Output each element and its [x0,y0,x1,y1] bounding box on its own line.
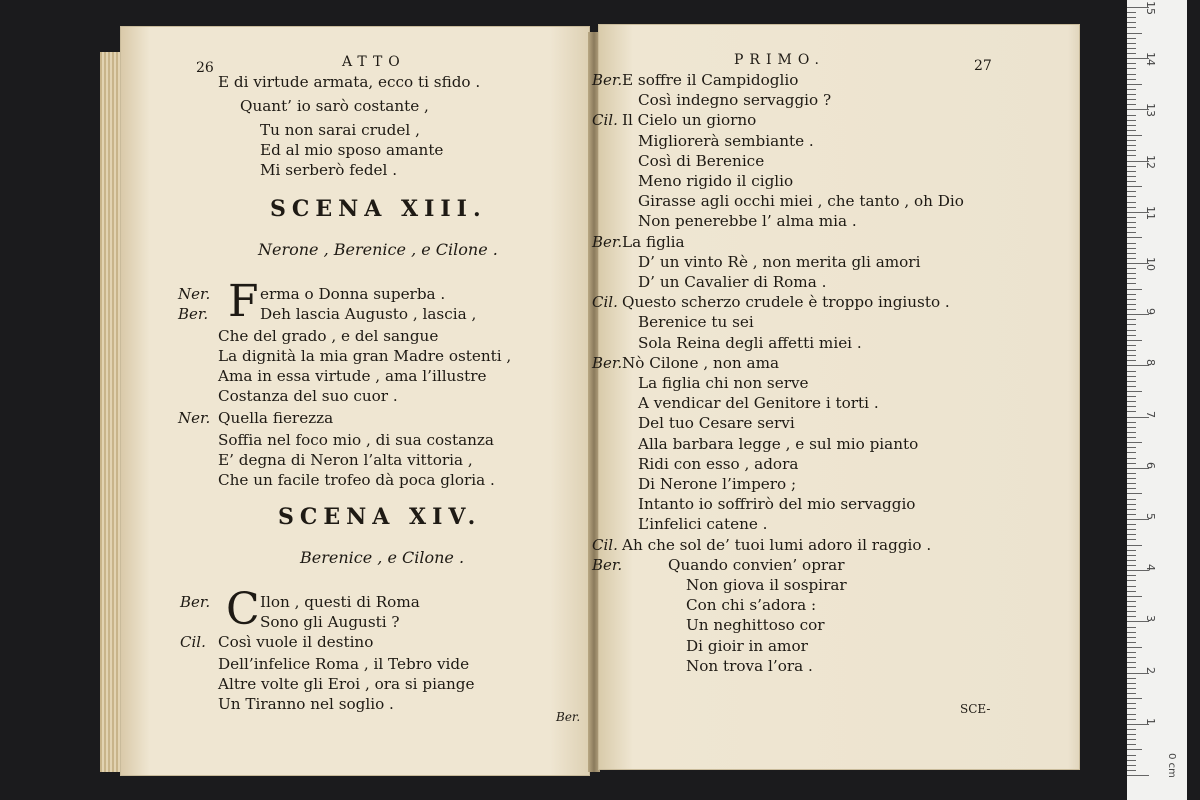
ruler-tick [1127,509,1136,510]
ruler-tick [1127,299,1136,300]
verse-line: Di Nerone l’impero ; [638,475,797,493]
ruler-tick [1127,647,1142,648]
speaker-label: Ber. [180,593,211,611]
ruler-tick [1127,355,1136,356]
ruler-tick [1127,504,1136,505]
ruler-tick [1127,714,1136,715]
verse-line: erma o Donna superba . [260,285,446,303]
ruler-number: 8 [1144,359,1157,367]
ruler-tick [1127,473,1136,474]
ruler-tick [1127,68,1136,69]
ruler-number: 9 [1144,308,1157,316]
verse-line: Dell’infelice Roma , il Tebro vide [218,655,470,673]
ruler-number: 12 [1144,154,1157,169]
right-page-number: 27 [974,58,992,74]
ruler-tick [1127,191,1136,192]
ruler-tick [1127,243,1136,244]
speaker-label: Ber. [178,305,209,323]
ruler-tick [1127,140,1136,141]
right-running-head: PRIMO. [734,52,825,68]
ruler-tick [1127,166,1136,167]
verse-line: Altre volte gli Eroi , ora si piange [218,675,475,693]
ruler-tick [1127,749,1142,750]
ruler-tick [1127,145,1136,146]
ruler-tick [1127,104,1136,105]
drop-capital: C [226,584,260,635]
ruler-tick [1127,524,1136,525]
verse-line: Girasse agli occhi miei , che tanto , oh Dio [638,192,964,211]
ruler-tick [1127,63,1136,64]
catchword: Ber. [556,710,581,724]
ruler-tick [1127,84,1142,85]
verse-line: Così di Berenice [638,151,765,170]
verse-line: Che un facile trofeo dà poca gloria . [218,471,495,489]
ruler-number: 10 [1144,257,1157,271]
ruler-tick [1127,27,1136,28]
ruler-tick [1127,688,1136,689]
ruler-tick [1127,760,1136,761]
ruler-tick [1127,319,1136,320]
ruler-tick [1127,411,1136,412]
verse-line: Ed al mio sposo amante [260,141,444,159]
verse-line: La dignità la mia gran Madre ostenti , [218,347,512,365]
verse-line: Migliorerà sembiante . [638,131,814,150]
speaker-label: Cil. [180,633,206,651]
left-page [120,26,590,776]
ruler-tick [1127,89,1136,90]
ruler-tick [1127,335,1136,336]
page-edges [100,52,122,772]
ruler-tick [1127,642,1136,643]
ruler-tick [1127,442,1142,443]
ruler-tick [1127,406,1136,407]
ruler-tick [1127,458,1136,459]
ruler-tick [1127,493,1142,494]
verse-line: Tu non sarai crudel , [260,121,420,139]
ruler-tick [1127,345,1136,346]
ruler-tick [1127,324,1136,325]
ruler-tick [1127,391,1142,392]
ruler-tick [1127,719,1136,720]
verse-line: Quant’ io sarò costante , [240,97,429,115]
ruler-tick [1127,770,1136,771]
ruler-tick [1127,765,1136,766]
ruler-tick [1127,48,1136,49]
ruler-tick [1127,775,1149,776]
ruler-tick [1127,130,1136,131]
measuring-ruler [1127,0,1187,800]
open-book [100,22,1100,778]
ruler-tick [1127,437,1136,438]
ruler-tick [1127,586,1136,587]
ruler-tick [1127,565,1136,566]
speaker-label: Ber. [592,232,623,251]
ruler-tick [1127,360,1136,361]
ruler-tick [1127,43,1136,44]
ruler-tick [1127,463,1136,464]
verse-line: Quella fierezza [218,409,334,427]
speaker-label: Ber. [592,555,623,574]
ruler-tick [1127,33,1142,34]
ruler-tick [1127,227,1136,228]
verse-line: La figlia chi non serve [638,374,809,392]
verse-line: Intanto io soffrirò del mio servaggio [638,495,916,514]
ruler-tick [1127,657,1136,658]
ruler-tick [1127,652,1136,653]
ruler-tick [1127,94,1136,95]
ruler-tick [1127,217,1136,218]
ruler-tick [1127,662,1136,663]
ruler-tick [1127,637,1136,638]
ruler-tick [1127,289,1142,290]
ruler-tick [1127,330,1136,331]
ruler-tick [1127,381,1136,382]
ruler-tick [1127,683,1136,684]
ruler-tick [1127,278,1136,279]
scene-heading: SCENA XIII. [270,196,487,222]
verse-line: D’ un vinto Rè , non merita gli amori [638,252,921,271]
ruler-number: 3 [1144,615,1157,623]
ruler-tick [1127,53,1136,54]
verse-line: Mi serberò fedel . [260,161,398,179]
ruler-tick [1127,304,1136,305]
verse-line: Ilon , questi di Roma [260,593,420,611]
ruler-tick [1127,376,1136,377]
ruler-tick [1127,580,1136,581]
ruler-tick [1127,627,1136,628]
ruler-tick [1127,616,1136,617]
ruler-tick [1127,232,1136,233]
ruler-tick [1127,222,1136,223]
ruler-number: 15 [1144,1,1157,15]
ruler-tick [1127,739,1136,740]
ruler-number: 13 [1144,103,1157,118]
right-page [592,24,1080,770]
ruler-tick [1127,401,1136,402]
ruler-tick [1127,294,1136,295]
ruler-tick [1127,99,1136,100]
verse-line: Con chi s’adora : [686,596,817,615]
ruler-tick [1127,514,1136,515]
ruler-tick [1127,135,1142,136]
verse-line: Così indegno servaggio ? [638,91,832,110]
ruler-tick [1127,268,1136,269]
ruler-tick [1127,693,1136,694]
ruler-tick [1127,74,1136,75]
ruler-tick [1127,703,1136,704]
ruler-number: 7 [1144,410,1157,418]
ruler-tick [1127,632,1136,633]
ruler-tick [1127,386,1136,387]
verse-line: D’ un Cavalier di Roma . [638,273,827,291]
ruler-tick [1127,499,1136,500]
ruler-tick [1127,529,1136,530]
verse-line: Non penerebbe l’ alma mia . [638,212,857,231]
ruler-tick [1127,248,1136,249]
ruler-tick [1127,79,1136,80]
speaker-label: Ner. [178,285,211,303]
ruler-tick [1127,38,1136,39]
verse-line: Un neghittoso cor [686,616,825,635]
ruler-tick [1127,171,1136,172]
ruler-number: 1 [1144,717,1157,725]
ruler-tick [1127,539,1136,540]
verse-line: Sono gli Augusti ? [260,613,400,631]
ruler-tick [1127,550,1136,551]
ruler-tick [1127,596,1142,597]
left-page-number: 26 [196,60,214,76]
ruler-tick [1127,371,1136,372]
ruler-tick [1127,309,1136,310]
ruler-tick [1127,115,1136,116]
ruler-tick [1127,202,1136,203]
verse-line: Sola Reina degli affetti miei . [638,333,862,352]
ruler-tick [1127,447,1136,448]
ruler-tick [1127,196,1136,197]
ruler-number: 6 [1144,461,1157,469]
speaker-label: Cil. [592,111,618,130]
ruler-tick [1127,667,1136,668]
verse-line: Soffia nel foco mio , di sua costanza [218,431,494,449]
verse-line: Deh lascia Augusto , lascia , [260,305,477,323]
drop-capital: F [228,276,259,327]
ruler-tick [1127,125,1136,126]
ruler-tick [1127,534,1136,535]
ruler-tick [1127,483,1136,484]
ruler-tick [1127,207,1136,208]
ruler-tick [1127,283,1136,284]
ruler-number: 4 [1144,564,1157,572]
ruler-tick [1127,22,1136,23]
ruler-tick [1127,591,1136,592]
ruler-tick [1127,120,1136,121]
left-running-head: ATTO [342,54,406,70]
ruler-tick [1127,150,1136,151]
speaker-label: Ner. [178,409,211,427]
verse-line: Ama in essa virtude , ama l’illustre [218,367,487,385]
ruler-tick [1127,181,1136,182]
verse-line: E’ degna di Neron l’alta vittoria , [218,451,473,469]
verse-line: Che del grado , e del sangue [218,327,439,345]
verse-line: Così vuole il destino [218,633,374,651]
verse-line: Un Tiranno nel soglio . [218,695,394,713]
ruler-tick [1127,350,1136,351]
ruler-tick [1127,698,1142,699]
speaker-label: Ber. [592,353,623,372]
ruler-number: 2 [1144,666,1157,674]
ruler-tick [1127,601,1136,602]
ruler-tick [1127,432,1136,433]
ruler-number: 11 [1144,205,1157,220]
verse-line: Nò Cilone , non ama [622,353,780,372]
ruler-tick [1127,396,1136,397]
ruler-tick [1127,744,1136,745]
ruler-tick [1127,575,1136,576]
verse-line: Del tuo Cesare servi [638,414,795,433]
ruler-tick [1127,186,1142,187]
ruler-unit-label: 0 cm [1165,753,1177,778]
ruler-tick [1127,488,1136,489]
ruler-tick [1127,708,1136,709]
ruler-tick [1127,273,1136,274]
ruler-tick [1127,340,1142,341]
ruler-tick [1127,452,1136,453]
scene-cast: Nerone , Berenice , e Cilone . [258,240,498,259]
ruler-tick [1127,253,1136,254]
verse-line: L’infelici catene . [638,515,768,534]
verse-line: Costanza del suo cuor . [218,387,398,405]
verse-line: Di gioir in amor [686,636,808,655]
speaker-label: Cil. [592,293,618,312]
ruler-number: 5 [1144,513,1157,520]
verse-line: Quando convien’ oprar [668,555,845,574]
ruler-tick [1127,478,1136,479]
ruler-tick [1127,258,1136,259]
ruler-tick [1127,427,1136,428]
verse-line: Non trova l’ora . [686,656,813,675]
verse-line: E soffre il Campidoglio [622,71,799,89]
ruler-tick [1127,17,1136,18]
ruler-tick [1127,611,1136,612]
ruler-tick [1127,560,1136,561]
ruler-tick [1127,729,1136,730]
ruler-tick [1127,12,1136,13]
verse-line: La figlia [622,232,685,251]
verse-line: Alla barbara legge , e sul mio pianto [638,434,919,453]
catchword: SCE- [960,702,991,716]
ruler-tick [1127,555,1136,556]
ruler-tick [1127,237,1142,238]
verse-line: Ridi con esso , adora [638,454,799,473]
ruler-tick [1127,606,1136,607]
verse-line: Meno rigido il ciglio [638,172,794,190]
verse-line: A vendicar del Genitore i torti . [638,394,879,413]
ruler-tick [1127,734,1136,735]
verse-line: Non giova il sospirar [686,576,847,594]
scene-heading: SCENA XIV. [278,504,482,530]
speaker-label: Ber. [592,71,623,89]
speaker-label: Cil. [592,535,618,554]
verse-line: Ah che sol de’ tuoi lumi adoro il raggio . [622,535,932,554]
ruler-number: 14 [1144,52,1157,67]
ruler-tick [1127,155,1136,156]
scene-cast: Berenice , e Cilone . [300,548,465,567]
ruler-tick [1127,678,1136,679]
verse-line: E di virtude armata, ecco ti sfido . [218,73,481,91]
verse-line: Berenice tu sei [638,313,754,332]
ruler-tick [1127,422,1136,423]
ruler-tick [1127,545,1142,546]
ruler-tick [1127,176,1136,177]
verse-line: Il Cielo un giorno [622,111,757,130]
ruler-tick [1127,755,1136,756]
verse-line: Questo scherzo crudele è troppo ingiusto . [622,293,950,312]
